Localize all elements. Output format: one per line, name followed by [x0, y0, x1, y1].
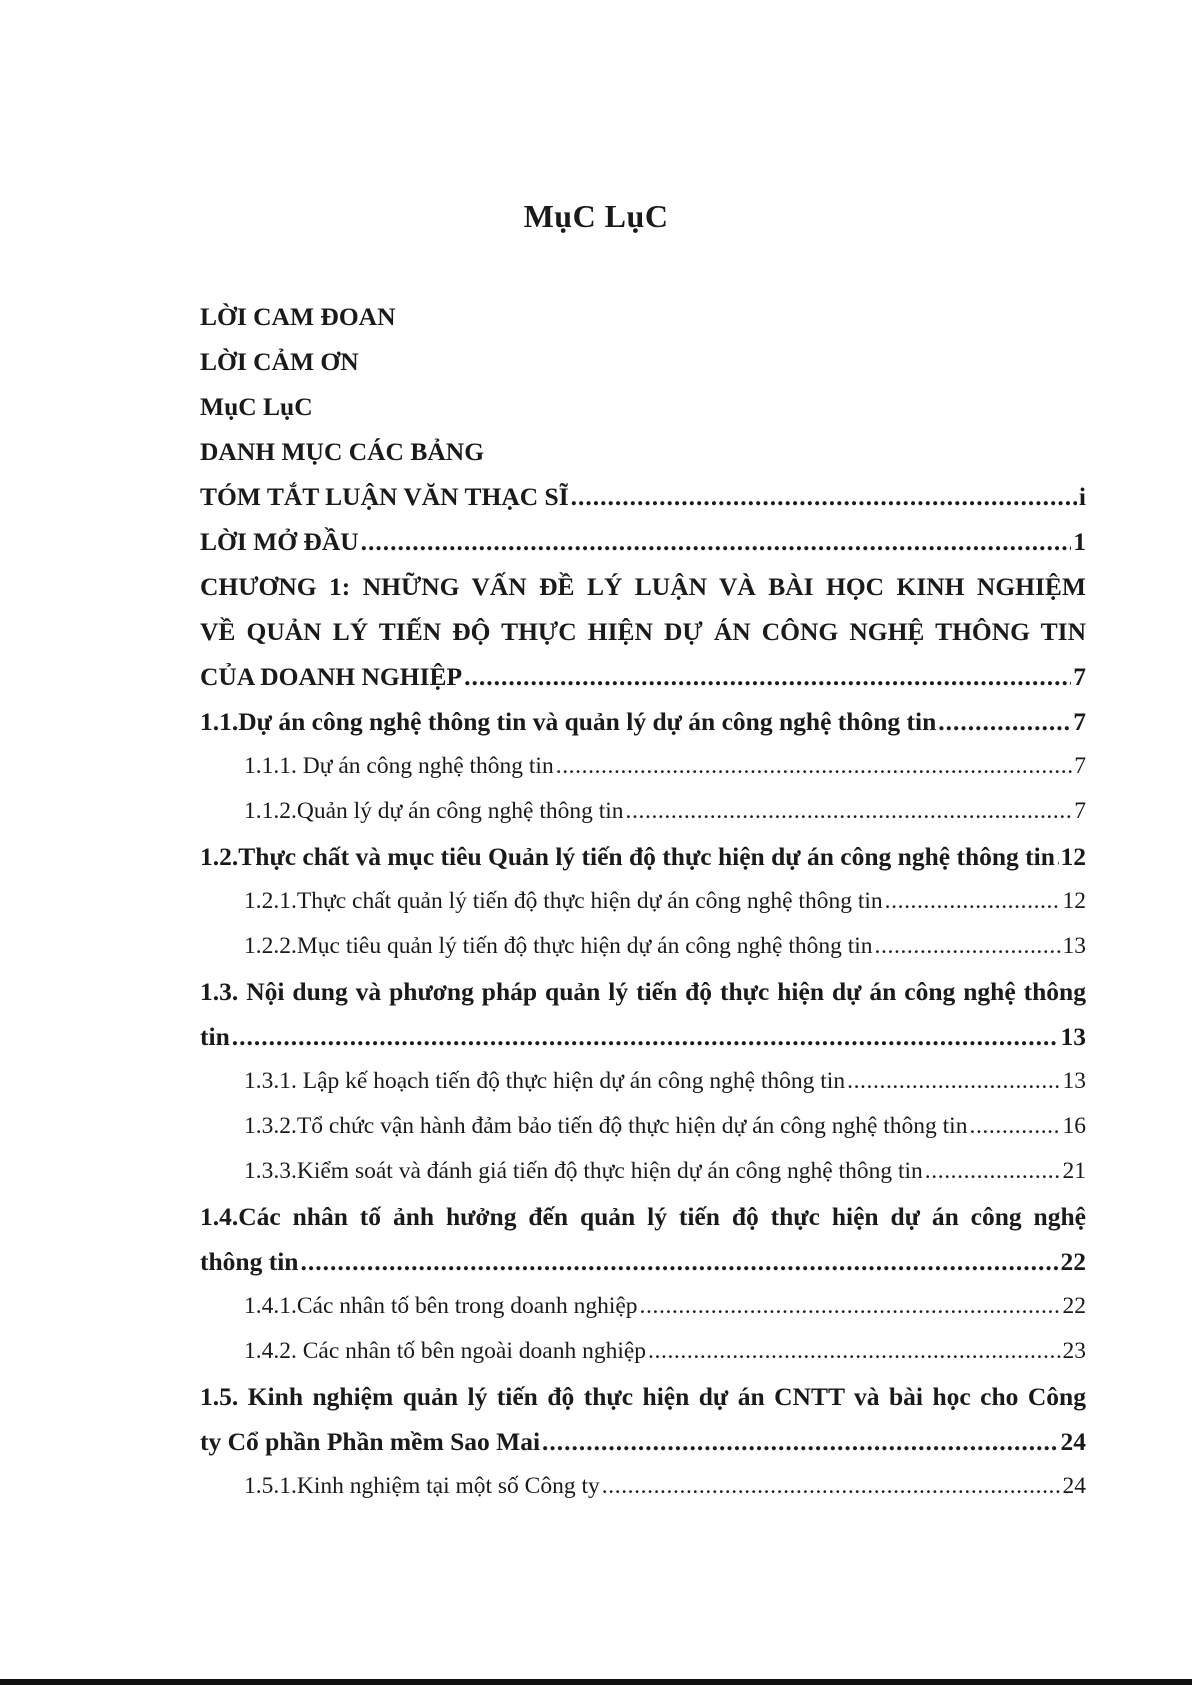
toc-entry-title: 1.2.1.Thực chất quản lý tiến độ thực hiện dự án công nghệ thông tin: [244, 888, 883, 914]
toc-entry-title: 1.2.2.Mục tiêu quản lý tiến độ thực hiện dự án công nghệ thông tin: [244, 933, 873, 959]
toc-entry-title: 1.3.1. Lập kế hoạch tiến độ thực hiện dự án công nghệ thông tin: [244, 1068, 846, 1094]
toc-entry-title: 1.1.Dự án công nghệ thông tin và quản lý dự án công nghệ thông tin: [200, 707, 937, 736]
toc-dot-leader: [1057, 834, 1059, 879]
toc-entry-title: tin: [200, 1022, 230, 1051]
toc-entry[interactable]: [200, 834, 1086, 879]
toc-entry-line: [200, 384, 1086, 429]
toc-entry-line: [200, 834, 1086, 879]
toc-entry-title: 1.2.Thực chất và mục tiêu Quản lý tiến độ thực hiện dự án công nghệ thông tin: [200, 842, 1055, 871]
toc-dot-leader: [885, 879, 1061, 924]
toc-dot-leader: [640, 1284, 1061, 1329]
toc-page-number: 24: [1062, 1473, 1086, 1499]
toc-dot-leader: [875, 924, 1061, 969]
toc-entry[interactable]: [200, 1329, 1086, 1374]
table-of-contents: [200, 294, 1086, 1509]
toc-page-number: 7: [1074, 753, 1086, 779]
toc-entry[interactable]: [200, 1374, 1086, 1464]
toc-entry-wrapped-line: VỀ QUẢN LÝ TIẾN ĐỘ THỰC HIỆN DỰ ÁN CÔNG NGHỆ THÔNG TIN: [200, 617, 1086, 646]
toc-entry-line: [200, 1419, 1086, 1464]
toc-entry-wrapped-line: 1.4.Các nhân tố ảnh hưởng đến quản lý tiến độ thực hiện dự án công nghệ: [200, 1202, 1086, 1231]
toc-entry-title: 1.3.3.Kiểm soát và đánh giá tiến độ thực hiện dự án công nghệ thông tin: [244, 1158, 923, 1184]
toc-entry[interactable]: [200, 1104, 1086, 1149]
toc-dot-leader: [542, 1419, 1058, 1464]
toc-entry-title: 1.4.1.Các nhân tố bên trong doanh nghiệp: [244, 1293, 638, 1319]
toc-entry[interactable]: [200, 384, 1086, 429]
toc-entry-title: thông tin: [200, 1247, 299, 1276]
toc-entry-line: [244, 879, 1086, 924]
toc-dot-leader: [556, 744, 1073, 789]
toc-entry-title: ty Cổ phần Phần mềm Sao Mai: [200, 1427, 541, 1456]
toc-entry[interactable]: [200, 564, 1086, 699]
toc-entry[interactable]: [200, 789, 1086, 834]
toc-page-number: 22: [1060, 1247, 1086, 1276]
toc-entry-line: [244, 744, 1086, 789]
toc-page-number: i: [1078, 482, 1086, 511]
toc-page-number: 24: [1060, 1427, 1086, 1456]
toc-entry[interactable]: [200, 1284, 1086, 1329]
toc-entry-title: DANH MỤC CÁC BẢNG: [200, 437, 485, 466]
toc-dot-leader: [925, 1149, 1061, 1194]
toc-entry[interactable]: [200, 339, 1086, 384]
toc-entry-line: [244, 924, 1086, 969]
toc-dot-leader: [301, 1239, 1059, 1284]
toc-entry[interactable]: [200, 699, 1086, 744]
toc-entry-line: [244, 1104, 1086, 1149]
toc-entry-line: [200, 1239, 1086, 1284]
toc-entry-line: [244, 1284, 1086, 1329]
toc-dot-leader: [648, 1329, 1060, 1374]
toc-page-number: 7: [1073, 662, 1086, 691]
toc-entry-line: [244, 1329, 1086, 1374]
toc-entry-wrapped-line: 1.3. Nội dung và phương pháp quản lý tiến độ thực hiện dự án công nghệ thông: [200, 977, 1086, 1006]
toc-dot-leader: [847, 1059, 1060, 1104]
toc-entry-wrapped-line: 1.5. Kinh nghiệm quản lý tiến độ thực hiện dự án CNTT và bài học cho Công: [200, 1382, 1086, 1411]
toc-page-number: 13: [1062, 1068, 1086, 1094]
toc-entry-title: 1.5.1.Kinh nghiệm tại một số Công ty: [244, 1473, 600, 1499]
toc-entry-title: 1.1.1. Dự án công nghệ thông tin: [244, 753, 554, 779]
toc-dot-leader: [626, 789, 1073, 834]
toc-entry-title: LỜI CAM ĐOAN: [200, 302, 396, 331]
toc-entry-line: [200, 654, 1086, 699]
toc-page-number: 12: [1060, 842, 1086, 871]
toc-entry-title: 1.1.2.Quản lý dự án công nghệ thông tin: [244, 798, 624, 824]
toc-entry-title: 1.4.2. Các nhân tố bên ngoài doanh nghiệp: [244, 1338, 647, 1364]
toc-page-number: 21: [1062, 1158, 1086, 1184]
toc-entry[interactable]: [200, 1059, 1086, 1104]
toc-dot-leader: [571, 474, 1077, 519]
toc-entry[interactable]: [200, 429, 1086, 474]
toc-entry-line: [200, 429, 1086, 474]
toc-entry-line: [244, 789, 1086, 834]
toc-entry-title: TÓM TẮT LUẬN VĂN THẠC SĨ: [200, 482, 569, 511]
toc-entry-line: [244, 1464, 1086, 1509]
toc-entry-title: LỜI CẢM ƠN: [200, 347, 359, 376]
toc-entry[interactable]: [200, 969, 1086, 1059]
toc-entry-title: MụC LụC: [200, 392, 313, 421]
toc-page-number: 7: [1074, 798, 1086, 824]
toc-page-number: 23: [1062, 1338, 1086, 1364]
page-title: MụC LụC: [523, 198, 669, 234]
toc-entry-line: [244, 1059, 1086, 1104]
page-bottom-edge: [0, 1679, 1192, 1685]
toc-page-number: 13: [1060, 1022, 1086, 1051]
toc-entry-wrapped-line: CHƯƠNG 1: NHỮNG VẤN ĐỀ LÝ LUẬN VÀ BÀI HỌC KINH NGHIỆM: [200, 572, 1086, 601]
toc-entry[interactable]: [200, 924, 1086, 969]
toc-page-number: 12: [1062, 888, 1086, 914]
toc-entry[interactable]: [200, 1194, 1086, 1284]
toc-entry[interactable]: [200, 744, 1086, 789]
toc-entry-line: [200, 699, 1086, 744]
toc-entry-line: [200, 1014, 1086, 1059]
toc-page-number: 7: [1073, 707, 1086, 736]
toc-entry[interactable]: [200, 1149, 1086, 1194]
toc-entry-line: [200, 474, 1086, 519]
toc-entry[interactable]: [200, 519, 1086, 564]
toc-entry[interactable]: [200, 1464, 1086, 1509]
toc-entry[interactable]: [200, 474, 1086, 519]
toc-entry-line: [200, 519, 1086, 564]
toc-entry-title: CỦA DOANH NGHIỆP: [200, 662, 463, 691]
toc-page-number: 1: [1073, 527, 1086, 556]
toc-page-number: 22: [1062, 1293, 1086, 1319]
toc-entry-title: LỜI MỞ ĐẦU: [200, 527, 359, 556]
toc-dot-leader: [602, 1464, 1061, 1509]
toc-dot-leader: [938, 699, 1071, 744]
toc-dot-leader: [969, 1104, 1060, 1149]
toc-entry[interactable]: [200, 294, 1086, 339]
toc-entry-line: [244, 1149, 1086, 1194]
toc-entry-line: [200, 339, 1086, 384]
toc-dot-leader: [232, 1014, 1059, 1059]
toc-dot-leader: [464, 654, 1071, 699]
toc-page-number: 16: [1062, 1113, 1086, 1139]
toc-entry-line: [200, 294, 1086, 339]
toc-page-number: 13: [1062, 933, 1086, 959]
toc-dot-leader: [361, 519, 1072, 564]
toc-entry-title: 1.3.2.Tổ chức vận hành đảm bảo tiến độ thực hiện dự án công nghệ thông tin: [244, 1113, 968, 1139]
toc-entry[interactable]: [200, 879, 1086, 924]
